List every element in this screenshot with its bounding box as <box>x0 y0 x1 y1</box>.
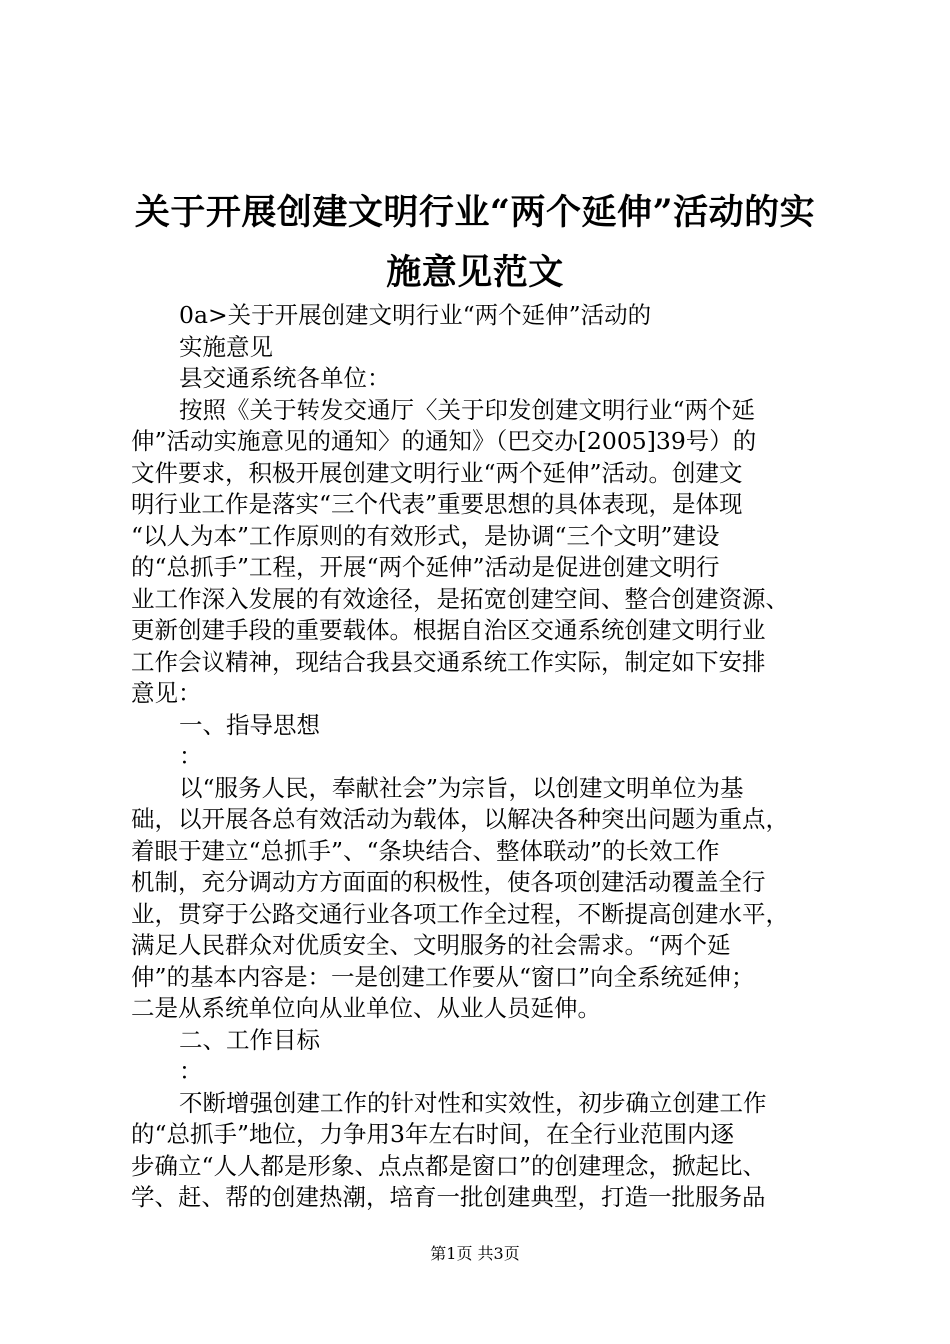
paragraph-line: 实施意见 <box>179 332 273 361</box>
paragraph-line: 业工作深入发展的有效途径，是拓宽创建空间、整合创建资源、 <box>131 584 789 613</box>
paragraph-line: 础，以开展各总有效活动为载体，以解决各种突出问题为重点， <box>131 805 789 833</box>
paragraph-line: 业，贯穿于公路交通行业各项工作全过程，不断提高创建水平， <box>131 899 789 928</box>
paragraph-line: 的“总抓手”地位，力争用3年左右时间，在全行业范围内逐 <box>131 1120 734 1148</box>
paragraph-line: 意见： <box>131 679 202 707</box>
paragraph-line: 明行业工作是落实“三个代表”重要思想的具体表现，是体现 <box>131 490 743 518</box>
paragraph-line: 按照《关于转发交通厅〈关于印发创建文明行业“两个延 <box>179 395 756 424</box>
paragraph-line: 以“服务人民，奉献社会”为宗旨，以创建文明单位为基 <box>179 773 744 802</box>
salutation-line: 县交通系统各单位： <box>179 364 391 392</box>
paragraph-line: 伸”的基本内容是：一是创建工作要从“窗口”向全系统延伸； <box>131 962 755 991</box>
document-title-line-1: 关于开展创建文明行业“两个延伸”活动的实 <box>134 192 816 233</box>
paragraph-line: 学、赶、帮的创建热潮，培育一批创建典型，打造一批服务品 <box>131 1183 766 1211</box>
section-heading-colon: ： <box>179 1057 203 1085</box>
paragraph-line: 不断增强创建工作的针对性和实效性，初步确立创建工作 <box>179 1088 767 1117</box>
paragraph-line: 步确立“人人都是形象、点点都是窗口”的创建理念，掀起比、 <box>131 1151 767 1180</box>
document-body <box>131 300 831 1214</box>
section-heading: 一、指导思想 <box>179 710 320 739</box>
paragraph-line: 着眼于建立“总抓手”、“条块结合、整体联动”的长效工作 <box>131 836 720 865</box>
paragraph-line: 伸”活动实施意见的通知〉的通知》（巴交办[2005]39号）的 <box>131 427 757 455</box>
paragraph-line: 的“总抓手”工程，开展“两个延伸”活动是促进创建文明行 <box>131 553 720 581</box>
section-heading-colon: ： <box>179 742 203 770</box>
paragraph-line: 工作会议精神，现结合我县交通系统工作实际，制定如下安排 <box>131 647 766 676</box>
paragraph-line: 更新创建手段的重要载体。根据自治区交通系统创建文明行业 <box>131 616 766 644</box>
paragraph-line: “以人为本”工作原则的有效形式，是协调“三个文明”建设 <box>131 521 720 550</box>
paragraph-line: 机制，充分调动方方面面的积极性，使各项创建活动覆盖全行 <box>131 868 766 896</box>
paragraph-line: 文件要求，积极开展创建文明行业“两个延伸”活动。创建文 <box>131 458 743 487</box>
paragraph-line: 满足人民群众对优质安全、文明服务的社会需求。“两个延 <box>131 931 731 959</box>
paragraph-line: 二是从系统单位向从业单位、从业人员延伸。 <box>131 994 601 1022</box>
document-title-line-2: 施意见范文 <box>386 252 564 293</box>
section-heading: 二、工作目标 <box>179 1025 320 1054</box>
paragraph-line: 0a>关于开展创建文明行业“两个延伸”活动的 <box>179 301 652 329</box>
page-footer: 第1页 共3页 <box>430 1244 520 1263</box>
